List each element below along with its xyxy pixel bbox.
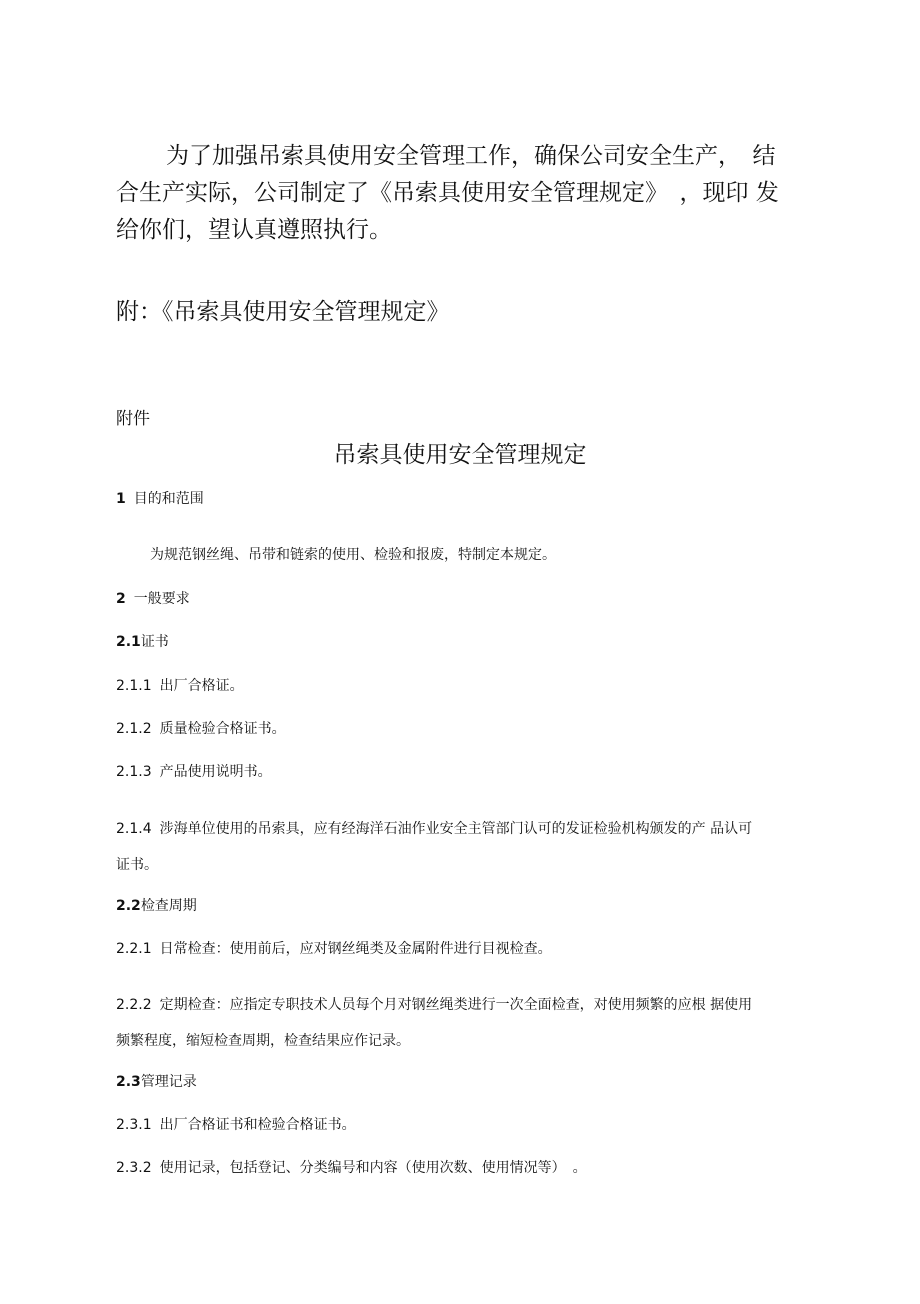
section-number: 2.3 <box>116 1074 141 1090</box>
section-2-1-heading <box>116 631 169 653</box>
item-2-3-2 <box>116 1157 587 1179</box>
item-number: 2.3.1 <box>116 1117 152 1133</box>
item-number: 2.1.4 <box>116 821 152 837</box>
item-line-1 <box>116 811 806 847</box>
section-title: 证书 <box>140 634 169 650</box>
section-number: 2.1 <box>116 634 141 650</box>
item-line-2: 证书。 <box>116 857 158 873</box>
item-2-2-2 <box>116 987 806 1059</box>
item-number: 2.2.1 <box>116 941 152 957</box>
item-2-1-4 <box>116 811 806 883</box>
item-text: 日常检查：使用前后，应对钢丝绳类及金属附件进行目视检查。 <box>159 941 552 957</box>
item-number: 2.1.2 <box>116 721 152 737</box>
section-title: 目的和范围 <box>133 491 204 507</box>
item-text: 出厂合格证。 <box>159 678 244 694</box>
document-title: 吊索具使用安全管理规定 <box>333 442 587 468</box>
attachment-note: 附：《吊索具使用安全管理规定》 <box>116 299 450 325</box>
section-2-3-heading <box>116 1071 197 1093</box>
item-number: 2.1.3 <box>116 764 152 780</box>
section-title: 管理记录 <box>140 1074 197 1090</box>
section-2-2-heading <box>116 895 197 917</box>
item-2-2-1 <box>116 938 552 960</box>
item-number: 2.2.2 <box>116 997 152 1013</box>
section-number: 1 <box>116 491 126 507</box>
item-text: 定期检查：应指定专职技术人员每个月对钢丝绳类进行一次全面检查，对使用频繁的应根 据使用 <box>159 997 753 1013</box>
item-2-1-1 <box>116 675 244 697</box>
item-text: 质量检验合格证书。 <box>159 721 286 737</box>
item-text: 出厂合格证书和检验合格证书。 <box>159 1117 356 1133</box>
item-text: 产品使用说明书。 <box>159 764 272 780</box>
section-2-heading <box>116 588 190 610</box>
intro-line-1: 为了加强吊索具使用安全管理工作，确保公司安全生产， 结 <box>166 143 776 169</box>
section-1-body: 为规范钢丝绳、吊带和链索的使用、检验和报废，特制定本规定。 <box>150 547 556 563</box>
section-number: 2.2 <box>116 898 141 914</box>
item-2-1-3 <box>116 761 272 783</box>
item-2-1-2 <box>116 718 286 740</box>
section-number: 2 <box>116 591 126 607</box>
attachment-label: 附件 <box>116 409 150 429</box>
item-line-1 <box>116 987 806 1023</box>
section-title: 检查周期 <box>140 898 197 914</box>
item-2-3-1 <box>116 1114 356 1136</box>
intro-line-2: 合生产实际，公司制定了《吊索具使用安全管理规定》 ，现印 发 <box>116 180 779 206</box>
item-number: 2.1.1 <box>116 678 152 694</box>
item-text: 涉海单位使用的吊索具，应有经海洋石油作业安全主管部门认可的发证检验机构颁发的产 品认可 <box>159 821 753 837</box>
intro-paragraph <box>116 138 806 249</box>
item-line-2: 频繁程度，缩短检查周期，检查结果应作记录。 <box>116 1033 410 1049</box>
item-number: 2.3.2 <box>116 1160 152 1176</box>
intro-line-3: 给你们，望认真遵照执行。 <box>116 217 392 243</box>
item-text: 使用记录，包括登记、分类编号和内容（使用次数、使用情况等） 。 <box>159 1160 587 1176</box>
section-title: 一般要求 <box>133 591 190 607</box>
section-1-heading <box>116 488 204 510</box>
